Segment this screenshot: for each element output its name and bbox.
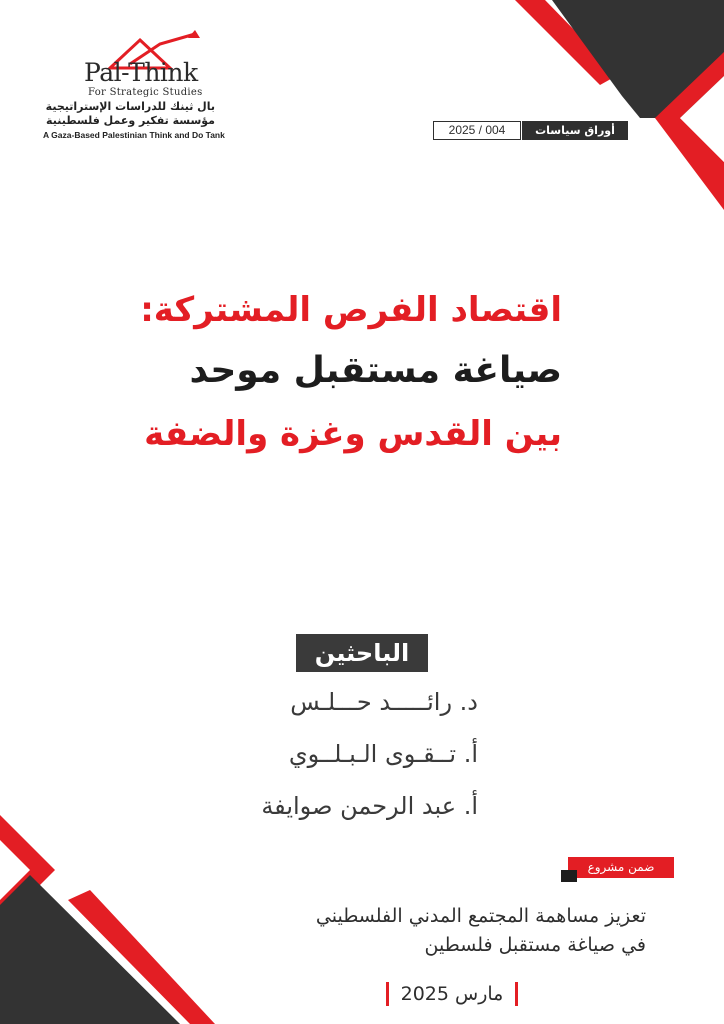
paper-series-label: أوراق سياسات <box>522 121 628 140</box>
logo <box>40 30 255 145</box>
researcher-name: أ. عبد الرحمن صوايفة <box>261 792 478 820</box>
logo-arabic-name: بال ثينك للدراسات الإستراتيجية <box>45 100 215 113</box>
date-divider <box>515 982 518 1006</box>
project-name-line-1: تعزيز مساهمة المجتمع المدني الفلسطيني <box>315 905 646 927</box>
project-tag-marker <box>561 870 577 882</box>
researcher-name: أ. تــقـوى الـبـلــوي <box>288 740 478 768</box>
logo-arabic-description: مؤسسة تفكير وعمل فلسطينية <box>46 114 215 127</box>
title-line-1: اقتصاد الفرص المشتركة: <box>140 290 562 330</box>
title-line-3: بين القدس وغزة والضفة <box>144 414 562 454</box>
logo-tagline: A Gaza-Based Palestinian Think and Do Tank <box>43 130 225 140</box>
title-line-2: صياغة مستقبل موحد <box>189 350 562 391</box>
logo-subtitle: For Strategic Studies <box>88 87 203 98</box>
project-name-line-2: في صياغة مستقبل فلسطين <box>424 934 646 956</box>
publication-date <box>386 982 518 1006</box>
date-text: مارس 2025 <box>400 983 504 1005</box>
researchers-label: الباحثين <box>296 634 428 672</box>
project-tag: ضمن مشروع <box>568 857 674 878</box>
paper-number: 2025 / 004 <box>433 121 521 140</box>
logo-name: Pal-Think <box>84 58 198 87</box>
researcher-name: د. رائـــــد حـــلـس <box>290 688 478 716</box>
